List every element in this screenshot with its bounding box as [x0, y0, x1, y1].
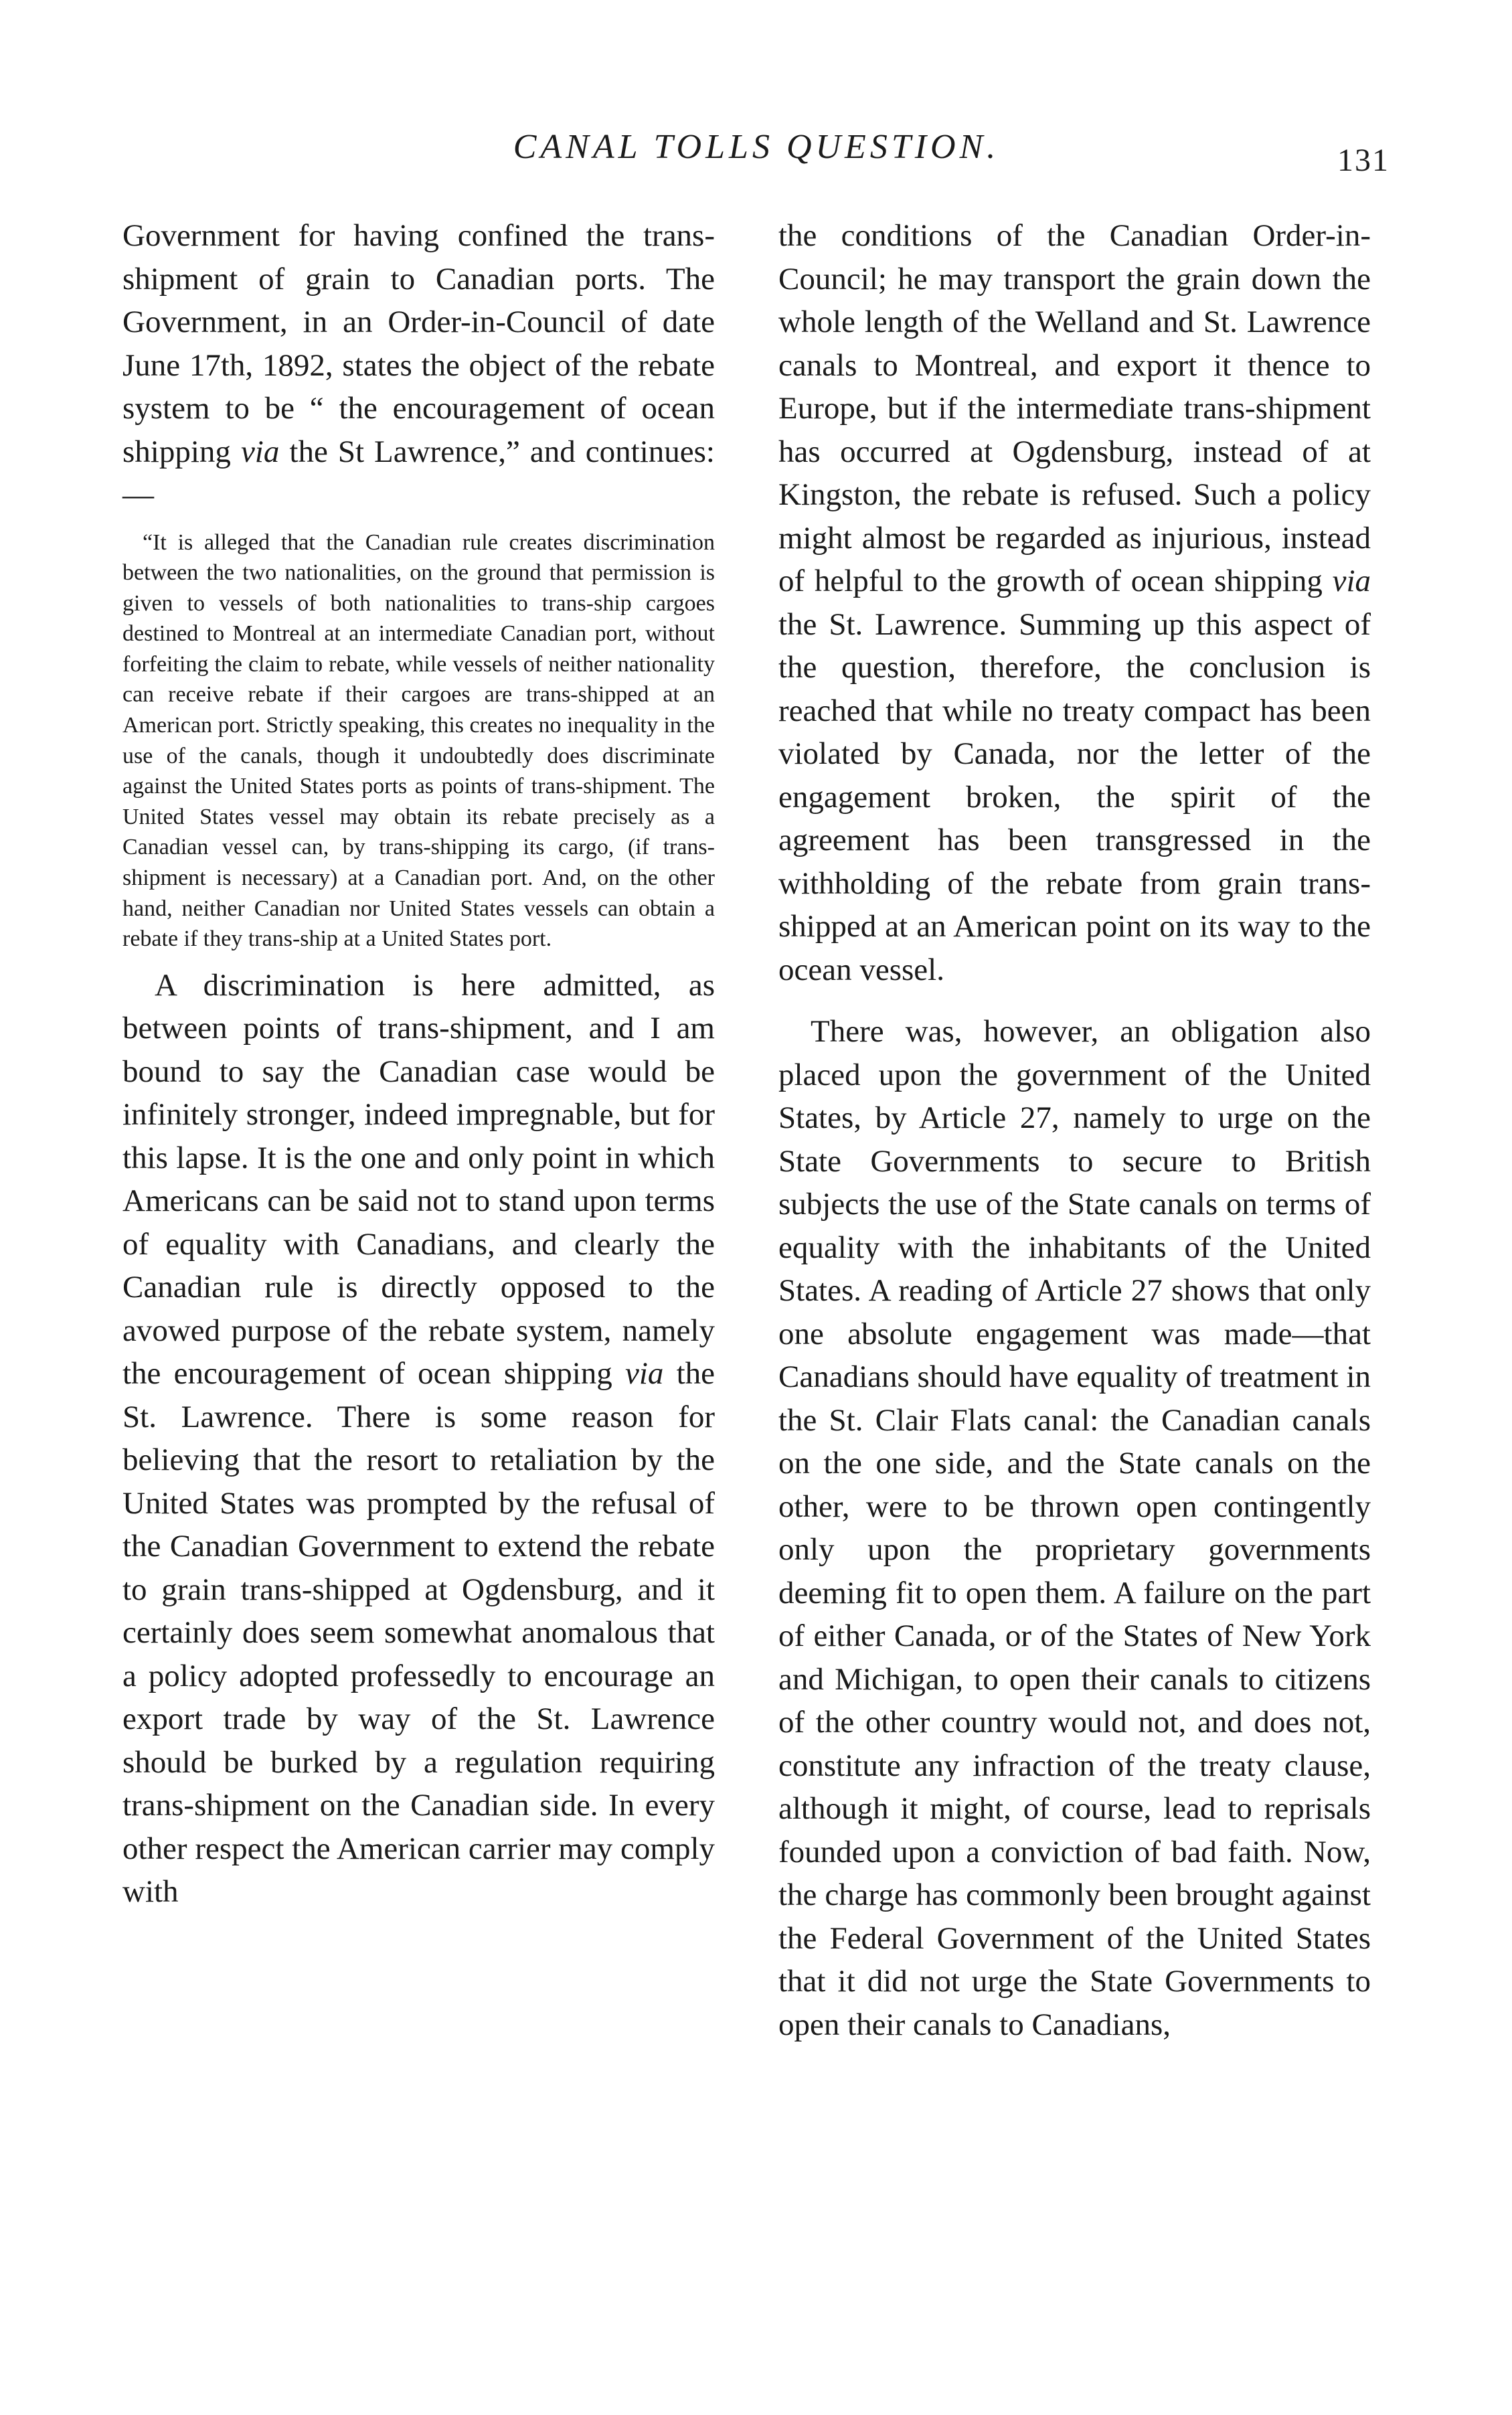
left-paragraph-1: Government for having confined the trans-shipment of grain to Canadian ports. The Government, in an Order-in-Council of date June 17th, 1892, states the object of the rebate system to be “ the encouragement of ocean shipping via the St Lawrence,” and continues:— — [122, 218, 715, 512]
right-paragraph-2: There was, however, an obligation also placed upon the government of the United States, by Article 27, namely to urge on the State Governments to secure to British subjects the use of the State canals on terms of equality with the inhabitants of the United States. A reading of Article 27 shows that only one absolute engagement was made—that Canadians should have equality of treatment in the St. Clair Flats canal: the Canadian canals on the one side, and the State canals on the other, were to be thrown open contingently only upon the proprietary governments deeming fit to open them. A failure on the part of either Canada, or of the States of New York and Michigan, to open their canals to citizens of the other country would not, and does not, constitute any infraction of the treaty clause, although it might, of course, lead to reprisals founded upon a conviction of bad faith. Now, the charge has commonly been brought against the Federal Government of the United States that it did not urge the State Governments to open their canals to Canadians, — [778, 1014, 1371, 2042]
right-column — [778, 214, 1371, 2046]
right-paragraph-1: the conditions of the Canadian Order-in-Council; he may transport the grain down the whole length of the Welland and St. Lawrence canals to Montreal, and export it thence to Europe, but if the intermediate trans-shipment has occurred at Ogdensburg, instead of at Kingston, the rebate is refused. Such a policy might almost be regarded as injurious, instead of helpful to the growth of ocean shipping via the St. Lawrence. Summing up this aspect of the question, therefore, the conclusion is reached that while no treaty compact has been violated by Canada, nor the letter of the engagement broken, the spirit of the agreement has been transgressed in the withholding of the rebate from grain trans-shipped at an American point on its way to the ocean vessel. — [778, 218, 1371, 987]
left-paragraph-2: A discrimination is here admitted, as between points of trans-shipment, and I am bound to say the Canadian case would be infinitely stronger, indeed impregnable, but for this lapse. It is the one and only point in which Americans can be said not to stand upon terms of equality with Canadians, and clearly the Canadian rule is directly opposed to the avowed purpose of the rebate system, namely the encouragement of ocean shipping via the St. Lawrence. There is some reason for believing that the resort to retaliation by the United States was prompted by the refusal of the Canadian Government to extend the rebate to grain trans-shipped at Ogdensburg, and it certainly does seem somewhat anomalous that a policy adopted professedly to encourage an export trade by way of the St. Lawrence should be burked by a regulation requiring trans-shipment on the Canadian side. In every other respect the American carrier may comply with — [122, 967, 715, 1910]
page-number: 131 — [1337, 143, 1390, 178]
running-title: CANAL TOLLS QUESTION. — [513, 128, 1000, 166]
order-in-council-quotation: “It is alleged that the Canadian rule creates discrimination between the two nationalities, on the ground that permission is given to vessels of both nationalities to trans-ship cargoes destined to Montreal at an intermediate Canadian port, without forfeiting the claim to rebate, while vessels of neither nationality can receive rebate if their cargoes are trans-shipped at an American port. Strictly speaking, this creates no inequality in the use of the canals, though it undoubtedly does discriminate against the United States ports as points of trans-shipment. The United States vessel may obtain its rebate precisely as a Canadian vessel can, by trans-shipping its cargo, (if trans-shipment is necessary) at a Canadian port. And, on the other hand, neither Canadian nor United States vessels can obtain a rebate if they trans-ship at a United States port. — [122, 529, 715, 952]
left-column — [122, 214, 715, 1914]
